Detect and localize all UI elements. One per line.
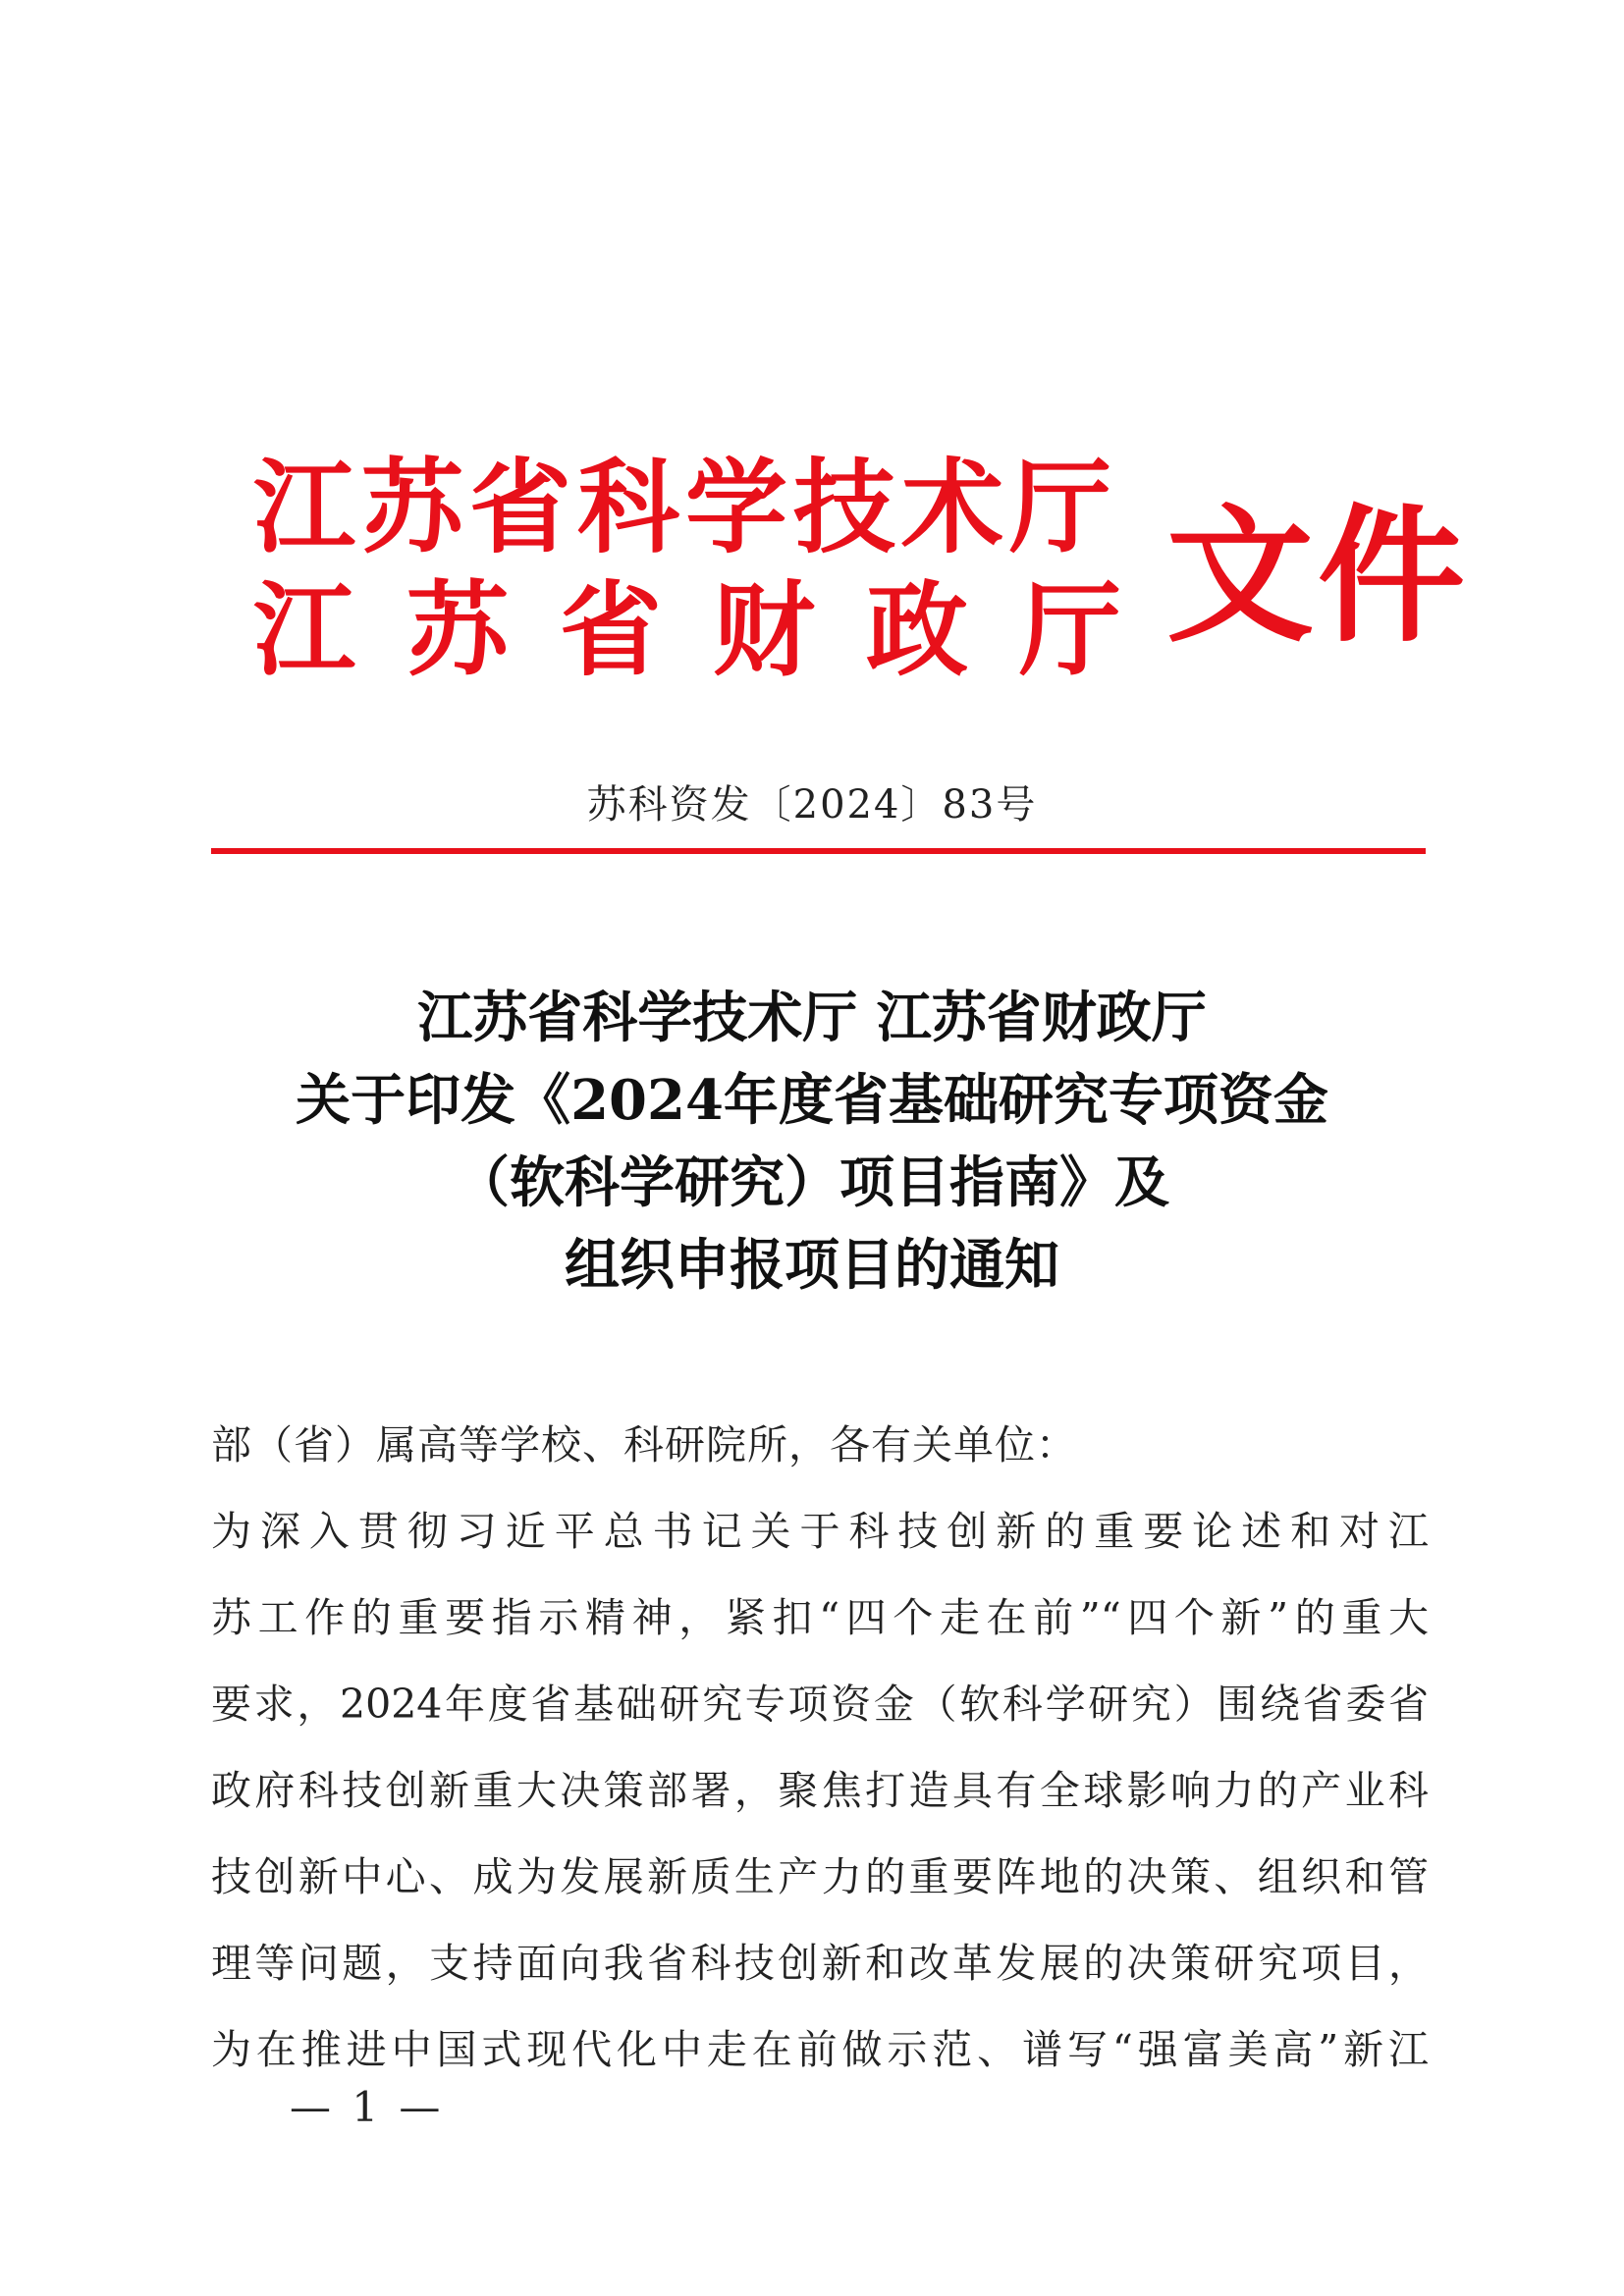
issuer-header bbox=[253, 447, 1470, 704]
issuer-name-science-department: 江苏省科学技术厅 bbox=[253, 447, 1118, 567]
paragraph-line: 理等问题，支持面向我省科技创新和改革发展的决策研究项目， bbox=[211, 1940, 1429, 1987]
paragraph-line: 为在推进中国式现代化中走在前做示范、谱写“强富美高”新江 bbox=[211, 2026, 1429, 2073]
document-number: 苏科资发〔2024〕83号 bbox=[586, 782, 1038, 828]
paragraph-line: 政府科技创新重大决策部署，聚焦打造具有全球影响力的产业科 bbox=[211, 1767, 1429, 1814]
issuer-name-finance-department: 江苏省财政厅 bbox=[253, 569, 1173, 690]
red-divider-line bbox=[211, 848, 1426, 854]
paragraph-line: 苏工作的重要指示精神，紧扣“四个走在前”“四个新”的重大 bbox=[211, 1594, 1429, 1641]
title-line: 江苏省科学技术厅 江苏省财政厅 bbox=[417, 986, 1207, 1050]
paragraph-line: 技创新中心、成为发展新质生产力的重要阵地的决策、组织和管 bbox=[211, 1853, 1429, 1900]
document-word: 文件 bbox=[1166, 490, 1470, 663]
title-line: 组织申报项目的通知 bbox=[565, 1233, 1059, 1298]
salutation: 部（省）属高等学校、科研院所，各有关单位： bbox=[211, 1421, 1077, 1468]
document-body bbox=[211, 1402, 1429, 2093]
document-title bbox=[0, 977, 1624, 1307]
title-line: 关于印发《2024年度省基础研究专项资金 bbox=[296, 1068, 1328, 1133]
paragraph-line: 要求，2024年度省基础研究专项资金（软科学研究）围绕省委省 bbox=[211, 1681, 1429, 1728]
paragraph-line: 为深入贯彻习近平总书记关于科技创新的重要论述和对江 bbox=[211, 1508, 1429, 1555]
page-number: — 1 — bbox=[290, 2083, 445, 2131]
title-line: （软科学研究）项目指南》及 bbox=[455, 1150, 1169, 1215]
